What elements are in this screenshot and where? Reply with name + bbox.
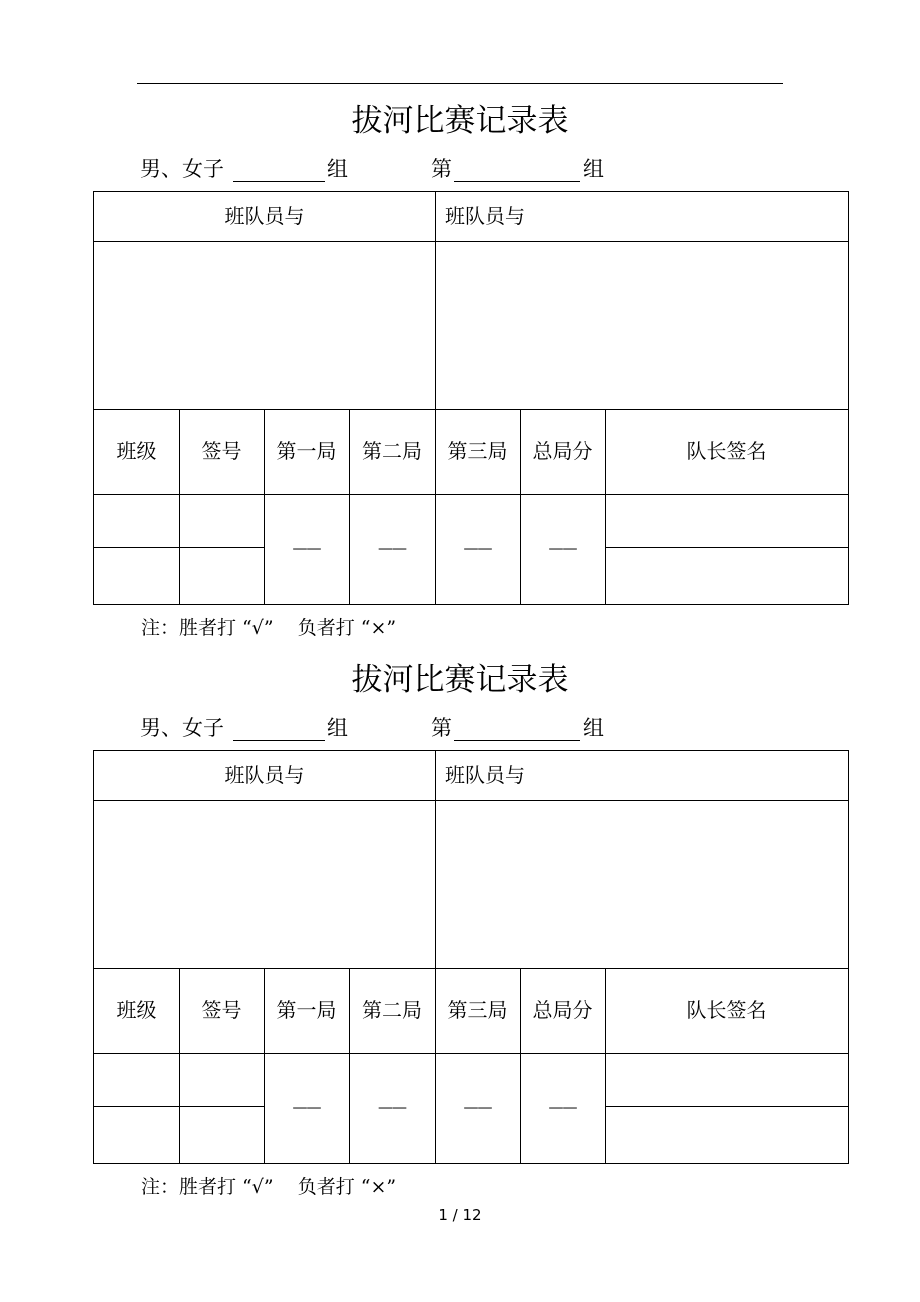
col-total-score: 总局分 <box>532 998 593 1022</box>
round-2-placeholder: —— <box>378 1098 406 1116</box>
group-suffix: 组 <box>327 716 348 740</box>
col-round-1: 第一局 <box>276 998 337 1022</box>
total-score-placeholder: —— <box>548 539 577 557</box>
row-divider <box>94 1053 848 1054</box>
col-round-1: 第一局 <box>276 439 337 463</box>
col-draw-number: 签号 <box>201 998 242 1022</box>
col-total-score: 总局分 <box>532 439 593 463</box>
round-3-placeholder: —— <box>463 539 492 557</box>
record-table <box>93 191 849 605</box>
round-suffix: 组 <box>583 716 604 740</box>
col-class: 班级 <box>116 439 157 463</box>
round-3-placeholder: —— <box>463 1098 492 1116</box>
round-suffix: 组 <box>583 157 604 181</box>
team-divider <box>435 192 436 409</box>
col-round-2: 第二局 <box>362 998 422 1022</box>
col-round-3: 第三局 <box>447 998 508 1022</box>
team-b-label: 班队员与 <box>445 204 525 228</box>
gender-label: 男、女子 <box>140 157 224 181</box>
team-divider <box>435 751 436 968</box>
total-score-placeholder: —— <box>548 1098 577 1116</box>
row-divider <box>94 409 848 410</box>
form-title: 拔河比赛记录表 <box>351 103 569 139</box>
group-blank[interactable] <box>233 740 325 741</box>
team-b-label: 班队员与 <box>445 763 525 787</box>
row-divider <box>94 968 848 969</box>
round-prefix: 第 <box>431 157 452 181</box>
round-1-placeholder: —— <box>292 539 321 557</box>
col-round-3: 第三局 <box>447 439 508 463</box>
team-a-label: 班队员与 <box>224 204 305 228</box>
header-rule <box>137 83 783 84</box>
row-divider <box>605 1106 848 1107</box>
note: 注：胜者打 “√” 负者打 “×” <box>141 1176 397 1198</box>
note: 注：胜者打 “√” 负者打 “×” <box>141 617 397 639</box>
row-divider <box>94 800 848 801</box>
round-blank[interactable] <box>454 181 580 182</box>
gender-label: 男、女子 <box>140 716 224 740</box>
group-suffix: 组 <box>327 157 348 181</box>
col-captain-signature: 队长签名 <box>686 439 767 463</box>
form-title: 拔河比赛记录表 <box>351 662 569 698</box>
row-divider <box>94 241 848 242</box>
round-prefix: 第 <box>431 716 452 740</box>
row-divider <box>605 547 848 548</box>
round-blank[interactable] <box>454 740 580 741</box>
round-2-placeholder: —— <box>378 539 406 557</box>
col-draw-number: 签号 <box>201 439 242 463</box>
record-table <box>93 750 849 1164</box>
team-a-label: 班队员与 <box>224 763 305 787</box>
col-class: 班级 <box>116 998 157 1022</box>
page-number: 1 / 12 <box>438 1206 482 1224</box>
round-1-placeholder: —— <box>292 1098 321 1116</box>
col-round-2: 第二局 <box>362 439 422 463</box>
col-captain-signature: 队长签名 <box>686 998 767 1022</box>
row-divider <box>94 494 848 495</box>
group-blank[interactable] <box>233 181 325 182</box>
